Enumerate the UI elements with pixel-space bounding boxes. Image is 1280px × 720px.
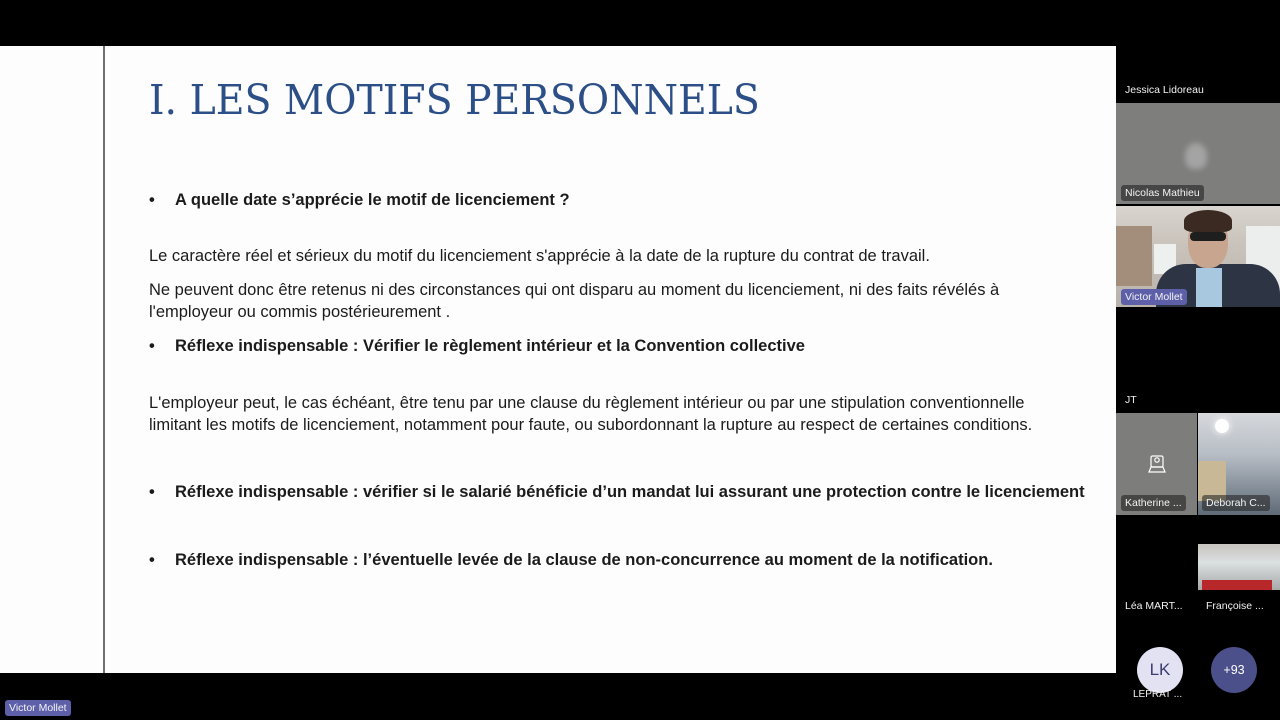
participant-name-deborah: Deborah C...	[1202, 495, 1270, 511]
video-background	[1202, 580, 1272, 590]
slide-title: I. LES MOTIFS PERSONNELS	[149, 76, 760, 124]
paragraph-line: l'employeur ou commis postérieurement .	[149, 303, 451, 321]
participant-name-katherine: Katherine ...	[1121, 495, 1186, 511]
paragraph-line: Le caractère réel et sérieux du motif du licenciement s'apprécie à la date de la rupture du contrat de travail.	[149, 247, 930, 265]
participant-tile-francoise[interactable]	[1198, 544, 1280, 590]
shared-screen	[0, 46, 1116, 673]
presenter-name-tag: Victor Mollet	[5, 700, 71, 716]
participant-avatar-leprat[interactable]: LK	[1137, 647, 1183, 693]
participant-sidebar	[1116, 0, 1280, 720]
screen-share-camera-icon	[1146, 453, 1168, 475]
paragraph-line: L'employeur peut, le cas échéant, être tenu par une clause du règlement intérieur ou par une stipulation conventionnelle	[149, 394, 1025, 412]
bullet-text: Réflexe indispensable : l’éventuelle levée de la clause de non-concurrence au moment de la notification.	[175, 551, 993, 569]
bullet-text: A quelle date s’apprécie le motif de licenciement ?	[175, 191, 570, 209]
participant-name-lea: Léa MART...	[1125, 600, 1183, 612]
participant-name-nicolas: Nicolas Mathieu	[1121, 185, 1204, 201]
slide-paragraph-rupture	[149, 245, 930, 267]
slide-bullet-date	[149, 191, 570, 210]
more-participants-button[interactable]: +93	[1211, 647, 1257, 693]
video-person	[1184, 210, 1232, 232]
participant-name-jessica: Jessica Lidoreau	[1125, 84, 1204, 96]
paragraph-line: limitant les motifs de licenciement, notamment pour faute, ou subordonnant la rupture au respect de certaines conditions.	[149, 416, 1033, 434]
video-background	[1215, 419, 1229, 433]
slide-bullet-mandat	[149, 483, 1085, 502]
video-person	[1196, 268, 1222, 307]
bullet-text: Réflexe indispensable : Vérifier le règlement intérieur et la Convention collective	[175, 337, 805, 355]
bullet-icon: •	[149, 483, 155, 501]
participant-avatar-placeholder-icon	[1185, 143, 1207, 169]
slide-bullet-reglement	[149, 337, 805, 356]
video-background	[1116, 226, 1152, 286]
slide-paragraph-employeur	[149, 392, 1032, 436]
participant-name-victor: Victor Mollet	[1121, 289, 1187, 305]
bullet-text: Réflexe indispensable : vérifier si le salarié bénéficie d’un mandat lui assurant une protection contre le licenciement	[175, 483, 1085, 501]
participant-name-leprat: LEPRAT ...	[1133, 689, 1183, 700]
bullet-icon: •	[149, 551, 155, 569]
participant-name-jt: JT	[1125, 394, 1137, 406]
slide-divider-line	[103, 46, 105, 673]
participant-tile-nicolas[interactable]	[1116, 103, 1280, 204]
paragraph-line: Ne peuvent donc être retenus ni des circonstances qui ont disparu au moment du licenciement, ni des faits révélés à	[149, 281, 1000, 299]
participant-tile-victor[interactable]	[1116, 206, 1280, 307]
bullet-icon: •	[149, 337, 155, 355]
slide-bullet-non-concurrence	[149, 551, 993, 570]
video-person	[1190, 232, 1226, 241]
bullet-icon: •	[149, 191, 155, 209]
participant-tile-deborah[interactable]	[1198, 413, 1280, 515]
participant-name-francoise: Françoise ...	[1206, 600, 1264, 612]
slide-paragraph-circonstances	[149, 279, 999, 323]
participant-tile-katherine[interactable]	[1116, 413, 1197, 515]
